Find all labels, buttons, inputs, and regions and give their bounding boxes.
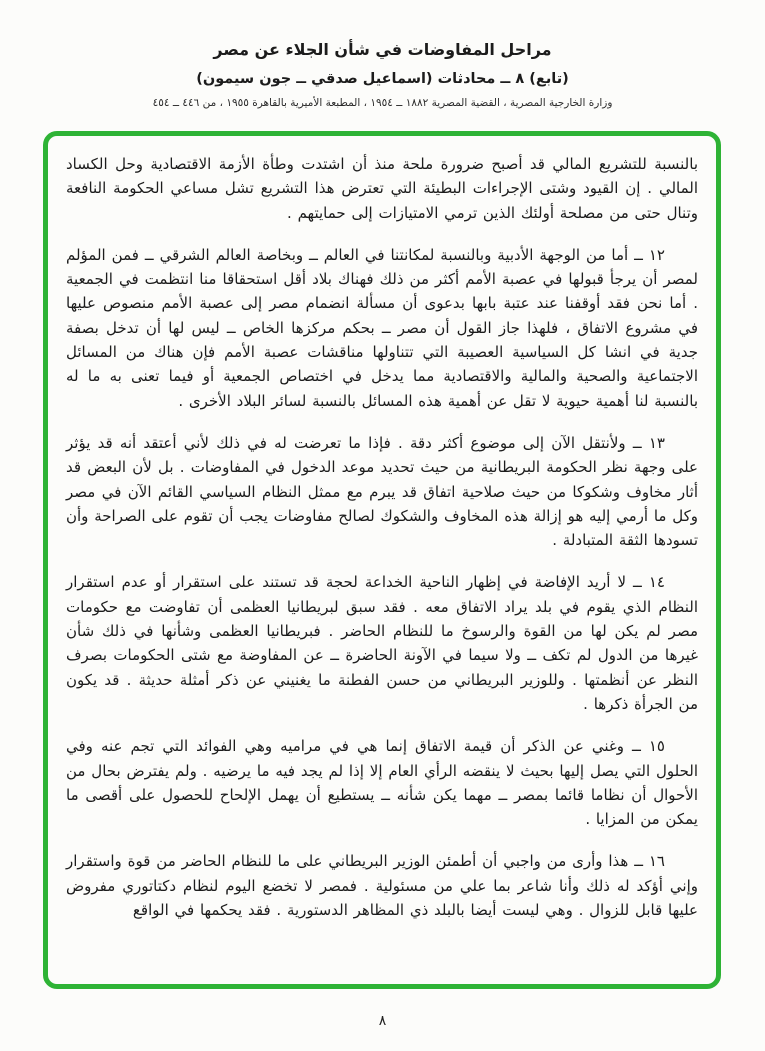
page-number: ٨ [378, 1013, 387, 1029]
source-citation: وزارة الخارجية المصرية ، القضية المصرية ١٨٨٢ ــ ١٩٥٤ ، المطبعة الأميرية بالقاهرة ١٩٥٥ ، من ٤٤٦ ــ ٤٥٤ [152, 97, 613, 109]
page-subtitle: (تابع) ٨ ــ محادثات (اسماعيل صدقي ــ جون سيمون) [196, 71, 569, 87]
paragraph-13: ١٣ ــ ولأنتقل الآن إلى موضوع أكثر دقة . فإذا ما تعرضت له في ذلك لأني أعتقد أنه قد يؤثر على وجهة نظر الحكومة البريطانية من حيث تحديد موعد الدخول في المفاوضات . بل لأن البعض قد أثار مخاوف وشكوكا من حيث صلاحية اتفاق قد يبرم مع ممثل النظام السياسي القائم الآن في مصر وكل ما أرمي إليه هو إزالة هذه المخاوف والشكوك لصالح مفاوضات يجب أن تقوم على الصراحة وأن تسودها الثقة المتبادلة . [66, 433, 698, 550]
paragraph-continuation: بالنسبة للتشريع المالي قد أصبح ضرورة ملحة منذ أن اشتدت وطأة الأزمة الاقتصادية وحل الكساد المالي . إن القيود وشتى الإجراءات البطيئة التي تعترض هذا التشريع تشل مساعي الحكومة النافعة وتنال حتى من مصلحة أولئك الذين ترمي الامتيازات إلى حمايتهم . [66, 155, 698, 222]
paragraph-14: ١٤ ــ لا أريد الإفاضة في إظهار الناحية الخداعة لحجة قد تستند على استقرار أو عدم استقرار النظام الذي يقوم في بلد يراد الاتفاق معه . فقد سبق لبريطانيا العظمى أن تفاوضت مع حكومات مصر لم يكن لها من القوة والرسوخ ما للنظام الحاضر . فبريطانيا العظمى وشأنها في ذلك شأن غيرها من الدول لم تكف ــ ولا سيما في الآونة الحاضرة ــ عن المفاوضة مع شتى الحكومات بصرف النظر عن أنظمتها . وللوزير البريطاني من حسن الفطنة ما يغنيني عن ذكر أمثلة حديثة . قد يكون من الجرأة ذكرها . [66, 573, 698, 713]
paragraph-15: ١٥ ــ وغني عن الذكر أن قيمة الاتفاق إنما هي في مراميه وهي الفوائد التي تجم عنه وفي الحلول التي يصل إليها بحيث لا ينقضه الرأي العام إلا إذا لم يجد فيه ما يرضيه . ولم يفترض بحال من الأحوال أن نظاما قائما بمصر ــ مهما يكن شأنه ــ يستطيع أن يهمل الإلحاح للحصول على أقصى ما يمكن من المزايا . [66, 737, 698, 829]
paragraph-12: ١٢ ــ أما من الوجهة الأدبية وبالنسبة لمكانتنا في العالم ــ وبخاصة العالم الشرقي ــ فمن المؤلم لمصر أن يرجأ قبولها في عصبة الأمم أكثر من ذلك فهناك بلاد أقل استحقاقا منا انتظمت في الجمعية . أما نحن فقد أوقفنا عند عتبة بابها بدعوى أن مسألة انضمام مصر إلى عصبة الأمم منصوص عليها في مشروع الاتفاق ، فلهذا جاز القول أن مصر ــ بحكم مركزها الخاص ــ ليس لها أن تدخل بصفة جدية في انشا كل السياسية العصيبة التي تتناولها مناقشات عصبة الأمم فإن هناك من المسائل الاجتماعية والصحية والمالية والاقتصادية مما يدخل في اختصاص الجمعية أو فيما تعنى به ما له بالنسبة لنا أهمية حيوية لا تقل عن أهمية هذه المسائل بالنسبة لسائر البلاد الأخرى . [66, 245, 698, 410]
highlight-annotation-box [43, 131, 721, 989]
page-footer [0, 1013, 765, 1029]
paragraph-16: ١٦ ــ هذا وأرى من واجبي أن أطمئن الوزير البريطاني على ما للنظام الحاضر من قوة واستقرار وإني أؤكد له ذلك وأنا شاعر بما علي من مسئولية . فمصر لا تخضع اليوم لنظام دكتاتوري مفروض عليها قابل للزوال . وهي ليست أيضا بالبلد ذي المظاهر الدستورية . فقد يحكمها في الواقع [66, 852, 698, 920]
page-title: مراحل المفاوضات في شأن الجلاء عن مصر [213, 40, 552, 59]
document-header [0, 40, 765, 109]
